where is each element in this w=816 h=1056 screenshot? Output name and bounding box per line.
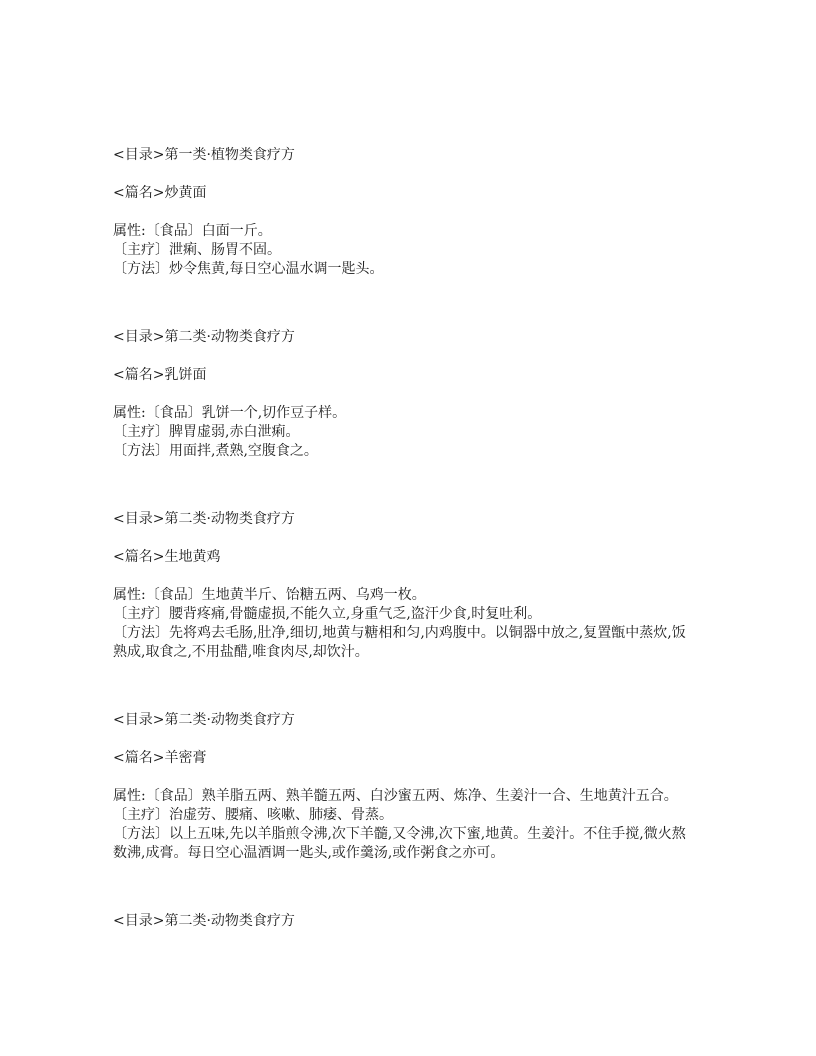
treatment-line: 〔主疗〕治虚劳、腰痛、咳嗽、肺痿、骨蒸。 [113,807,393,823]
catalog-line: <目录>第一类·植物类食疗方 [113,147,295,163]
catalog-line: <目录>第二类·动物类食疗方 [113,712,295,728]
attributes-block [113,222,693,279]
recipe-section-4 [113,711,693,863]
attributes-block [113,787,693,863]
treatment-line: 〔主疗〕腰背疼痛,骨髓虚损,不能久立,身重气乏,盗汗少食,时复吐利。 [113,606,542,622]
method-line: 〔方法〕先将鸡去毛肠,肚净,细切,地黄与糖相和匀,内鸡腹中。以铜器中放之,复置甑中蒸炊,饭熟成,取食之,不用盐醋,唯食肉尽,却饮汁。 [113,625,686,660]
catalog-line: <目录>第二类·动物类食疗方 [113,913,295,929]
chapter-title: <篇名>炒黄面 [113,185,207,201]
chapter-title: <篇名>羊密膏 [113,750,207,766]
attributes-block [113,404,693,461]
chapter-title: <篇名>生地黄鸡 [113,549,221,565]
food-line: 属性:〔食品〕乳饼一个,切作豆子样。 [113,405,347,421]
catalog-line: <目录>第二类·动物类食疗方 [113,511,295,527]
method-line: 〔方法〕用面拌,煮熟,空腹食之。 [113,443,318,459]
treatment-line: 〔主疗〕脾胃虚弱,赤白泄痢。 [113,424,300,440]
catalog-line: <目录>第二类·动物类食疗方 [113,329,295,345]
recipe-section-1 [113,146,693,279]
food-line: 属性:〔食品〕熟羊脂五两、熟羊髓五两、白沙蜜五两、炼净、生姜汁一合、生地黄汁五合。 [113,788,678,804]
attributes-block [113,586,693,662]
recipe-section-5 [113,912,693,931]
chapter-title: <篇名>乳饼面 [113,367,207,383]
method-line: 〔方法〕以上五味,先以羊脂煎令沸,次下羊髓,又令沸,次下蜜,地黄。生姜汁。不住手搅,微火熬数沸,成膏。每日空心温酒调一匙头,或作羹汤,或作粥食之亦可。 [113,826,686,861]
food-line: 属性:〔食品〕白面一斤。 [113,223,272,239]
recipe-section-3 [113,510,693,662]
recipe-section-2 [113,328,693,461]
method-line: 〔方法〕炒令焦黄,每日空心温水调一匙头。 [113,261,384,277]
food-line: 属性:〔食品〕生地黄半斤、饴糖五两、乌鸡一枚。 [113,587,426,603]
treatment-line: 〔主疗〕泄痢、肠胃不固。 [113,242,281,258]
document-content [113,146,693,931]
